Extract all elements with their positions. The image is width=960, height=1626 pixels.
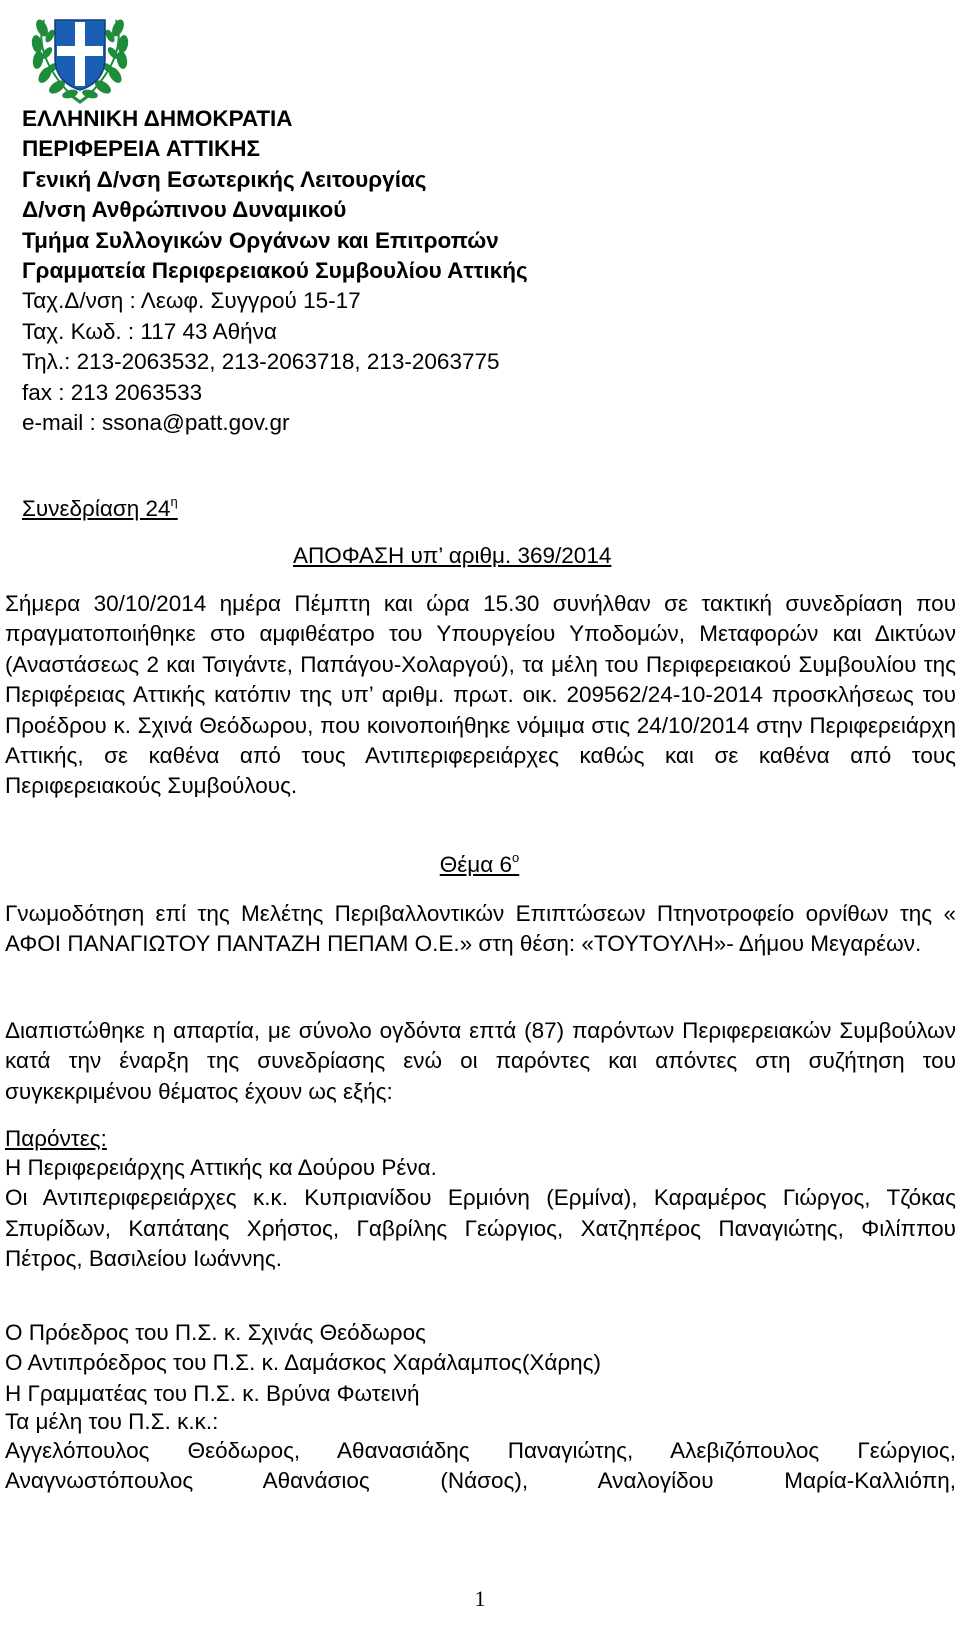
theme-ordinal: ο — [512, 850, 520, 865]
letterhead-line-directorate: Δ/νση Ανθρώπινου Δυναμικού — [22, 197, 347, 223]
session-ordinal: η — [170, 494, 178, 509]
present-deputies: Οι Αντιπεριφερειάρχες κ.κ. Κυπριανίδου Ερμιόνη (Ερμίνα), Καραμέρος Γιώργος, Τζόκας Σπυρίδων, Καπάταης Χρήστος, Γαβρίλης Γεώργιος, Χατζηπέρος Παναγιώτης, Φιλίππου Πέτρος, Βασιλείου Ιωάννης. — [5, 1185, 956, 1272]
present-heading: Παρόντες: — [5, 1126, 107, 1151]
session-label: Συνεδρίαση 24 — [22, 496, 171, 521]
members-heading: Τα μέλη του Π.Σ. κ.κ.: — [5, 1409, 219, 1434]
letterhead-email: e-mail : ssona@patt.gov.gr — [22, 409, 290, 435]
council-officers — [5, 1318, 956, 1409]
quorum-paragraph: Διαπιστώθηκε η απαρτία, με σύνολο ογδόντα επτά (87) παρόντων Περιφερειακών Συμβούλων κατά την έναρξη της συνεδρίασης ενώ οι παρόντες και απόντες στη συζήτηση του συγκεκριμένου θέματος έχουν ως εξής: — [5, 1018, 956, 1104]
letterhead-line-region: ΠΕΡΙΦΕΡΕΙΑ ΑΤΤΙΚΗΣ — [22, 136, 261, 162]
present-section — [5, 1124, 956, 1154]
officer-secretary: Η Γραμματέας του Π.Σ. κ. Βρύνα Φωτεινή — [5, 1380, 420, 1406]
theme-heading — [0, 850, 960, 880]
greek-state-emblem — [28, 6, 132, 106]
letterhead-address: Ταχ.Δ/νση : Λεωφ. Συγγρού 15-17 — [22, 288, 361, 314]
theme-description: Γνωμοδότηση επί της Μελέτης Περιβαλλοντικών Επιπτώσεων Πτηνοτροφείο ορνίθων της « ΑΦΟΙ ΠΑΝΑΓΙΩΤΟΥ ΠΑΝΤΑΖΗ ΠΕΠΑΜ Ο.Ε.» στη θέση: «ΤΟΥΤΟΥΛΗ»- Δήμου Μεγαρέων. — [5, 901, 956, 957]
decision-title: ΑΠΟΦΑΣΗ υπ’ αριθμ. 369/2014 — [293, 543, 612, 568]
theme-label: Θέμα 6 — [439, 852, 513, 877]
letterhead-line-secretariat: Γραμματεία Περιφερειακού Συμβουλίου Αττικής — [22, 257, 528, 283]
letterhead-line-general-directorate: Γενική Δ/νση Εσωτερικής Λειτουργίας — [22, 166, 427, 192]
session-number — [22, 494, 178, 524]
letterhead-line-department: Τμήμα Συλλογικών Οργάνων και Επιτροπών — [22, 227, 499, 253]
members-line-2: Αναγνωστόπουλος Αθανάσιος (Νάσος), Αναλογίδου Μαρία-Καλλιόπη, — [5, 1468, 956, 1493]
laurel-cross-icon — [28, 6, 132, 106]
letterhead-phones: Τηλ.: 213-2063532, 213-2063718, 213-2063775 — [22, 349, 500, 375]
page-number: 1 — [474, 1586, 486, 1611]
members-line-1: Αγγελόπουλος Θεόδωρος, Αθανασιάδης Παναγιώτης, Αλεβιζόπουλος Γεώργιος, — [5, 1438, 956, 1463]
present-governor: Η Περιφερειάρχης Αττικής κα Δούρου Ρένα. — [5, 1155, 437, 1180]
letterhead-fax: fax : 213 2063533 — [22, 379, 203, 405]
letterhead-postcode: Ταχ. Κωδ. : 117 43 Αθήνα — [22, 318, 277, 344]
officer-vice-president: Ο Αντιπρόεδρος του Π.Σ. κ. Δαμάσκος Χαράλαμπος(Χάρης) — [5, 1350, 602, 1376]
letterhead — [22, 104, 528, 438]
intro-paragraph: Σήμερα 30/10/2014 ημέρα Πέμπτη και ώρα 15.30 συνήλθαν σε τακτική συνεδρίαση που πραγματοποιήθηκε στο αμφιθέατρο του Υπουργείου Υποδομών, Μεταφορών και Δικτύων (Αναστάσεως 2 και Τσιγάντε, Παπάγου-Χολαργού), τα μέλη του Περιφερειακού Συμβουλίου της Περιφέρειας Αττικής κατόπιν της υπ’ αριθμ. πρωτ. οικ. 209562/24-10-2014 προσκλήσεως του Προέδρου κ. Σχινά Θεόδωρου, που κοινοποιήθηκε νόμιμα στις 24/10/2014 στην Περιφερειάρχη Αττικής, σε καθένα από τους Αντιπεριφερειάρχες καθώς και σε καθένα από τους Περιφερειακούς Συμβούλους. — [5, 591, 956, 799]
letterhead-line-country: ΕΛΛΗΝΙΚΗ ΔΗΜΟΚΡΑΤΙΑ — [22, 106, 293, 131]
members-heading-wrap — [5, 1407, 956, 1437]
present-list — [5, 1153, 956, 1275]
officer-president: Ο Πρόεδρος του Π.Σ. κ. Σχινάς Θεόδωρος — [5, 1320, 426, 1345]
